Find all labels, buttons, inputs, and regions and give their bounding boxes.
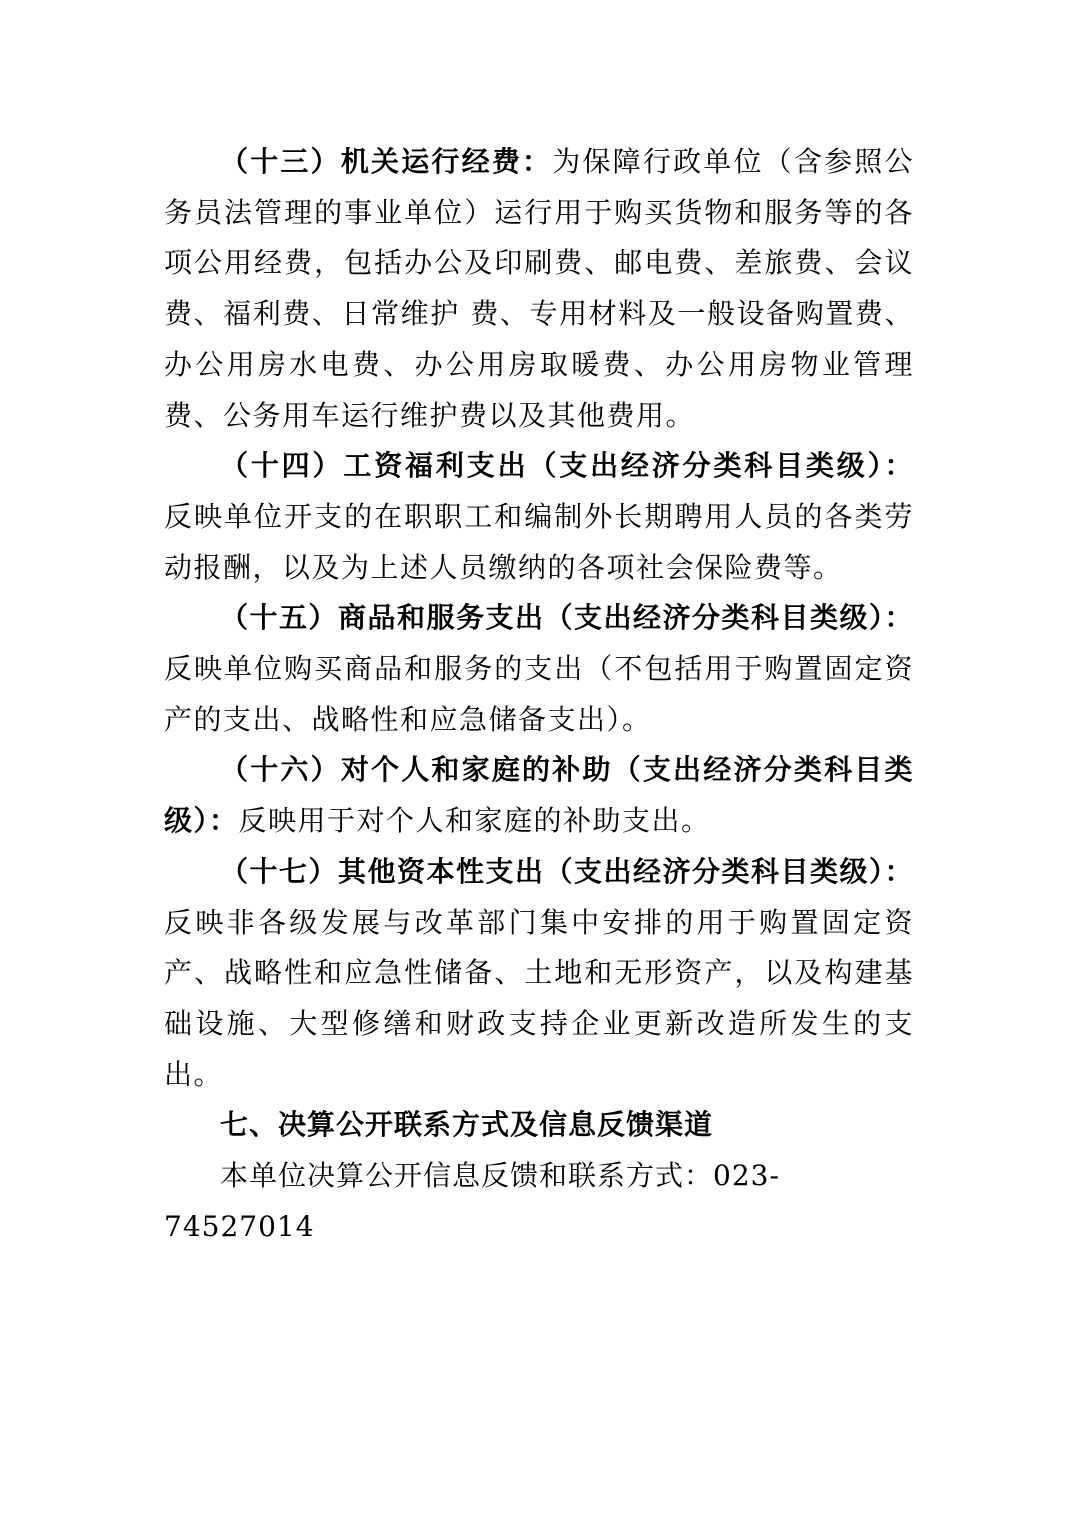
document-body [164,137,914,1252]
definition-13: 为保障行政单位（含参照公务员法管理的事业单位）运行用于购买货物和服务等的各项公用经费，包括办公及印刷费、邮电费、差旅费、会议费、福利费、日常维护 费、专用材料及一般设备购置费、办公用房水电费、办公用房取暖费、办公用房物业管理费、公务用车运行维护费以及其他费用。 [164,145,914,432]
definition-14: 反映单位开支的在职职工和编制外长期聘用人员的各类劳动报酬，以及为上述人员缴纳的各项社会保险费等。 [164,499,914,584]
paragraph-16 [164,745,914,846]
paragraph-17 [164,847,914,1101]
term-16: （十六）对个人和家庭的补助（支出经济分类科目类级）： [164,753,914,838]
contact-line [164,1151,914,1252]
section-heading: 七、决算公开联系方式及信息反馈渠道 [220,1108,714,1142]
paragraph-13 [164,137,914,441]
term-13: （十三）机关运行经费： [220,145,553,178]
definition-17: 反映非各级发展与改革部门集中安排的用于购置固定资产、战略性和应急性储备、土地和无形资产，以及构建基础设施、大型修缮和财政支持企业更新改造所发生的支出。 [164,905,914,1091]
term-15: （十五）商品和服务支出（支出经济分类科目类级）： [220,601,915,635]
term-14: （十四）工资福利支出（支出经济分类科目类级）： [220,449,914,483]
contact-phone: 023-74527014 [164,1159,780,1243]
definition-16: 反映用于对个人和家庭的补助支出。 [238,804,711,838]
definition-15: 反映单位购买商品和服务的支出（不包括用于购置固定资产的支出、战略性和应急储备支出）。 [164,652,914,736]
term-17: （十七）其他资本性支出（支出经济分类科目类级）： [220,854,915,888]
contact-label: 本单位决算公开信息反馈和联系方式： [220,1159,714,1193]
paragraph-15 [164,593,914,745]
paragraph-14 [164,441,914,593]
